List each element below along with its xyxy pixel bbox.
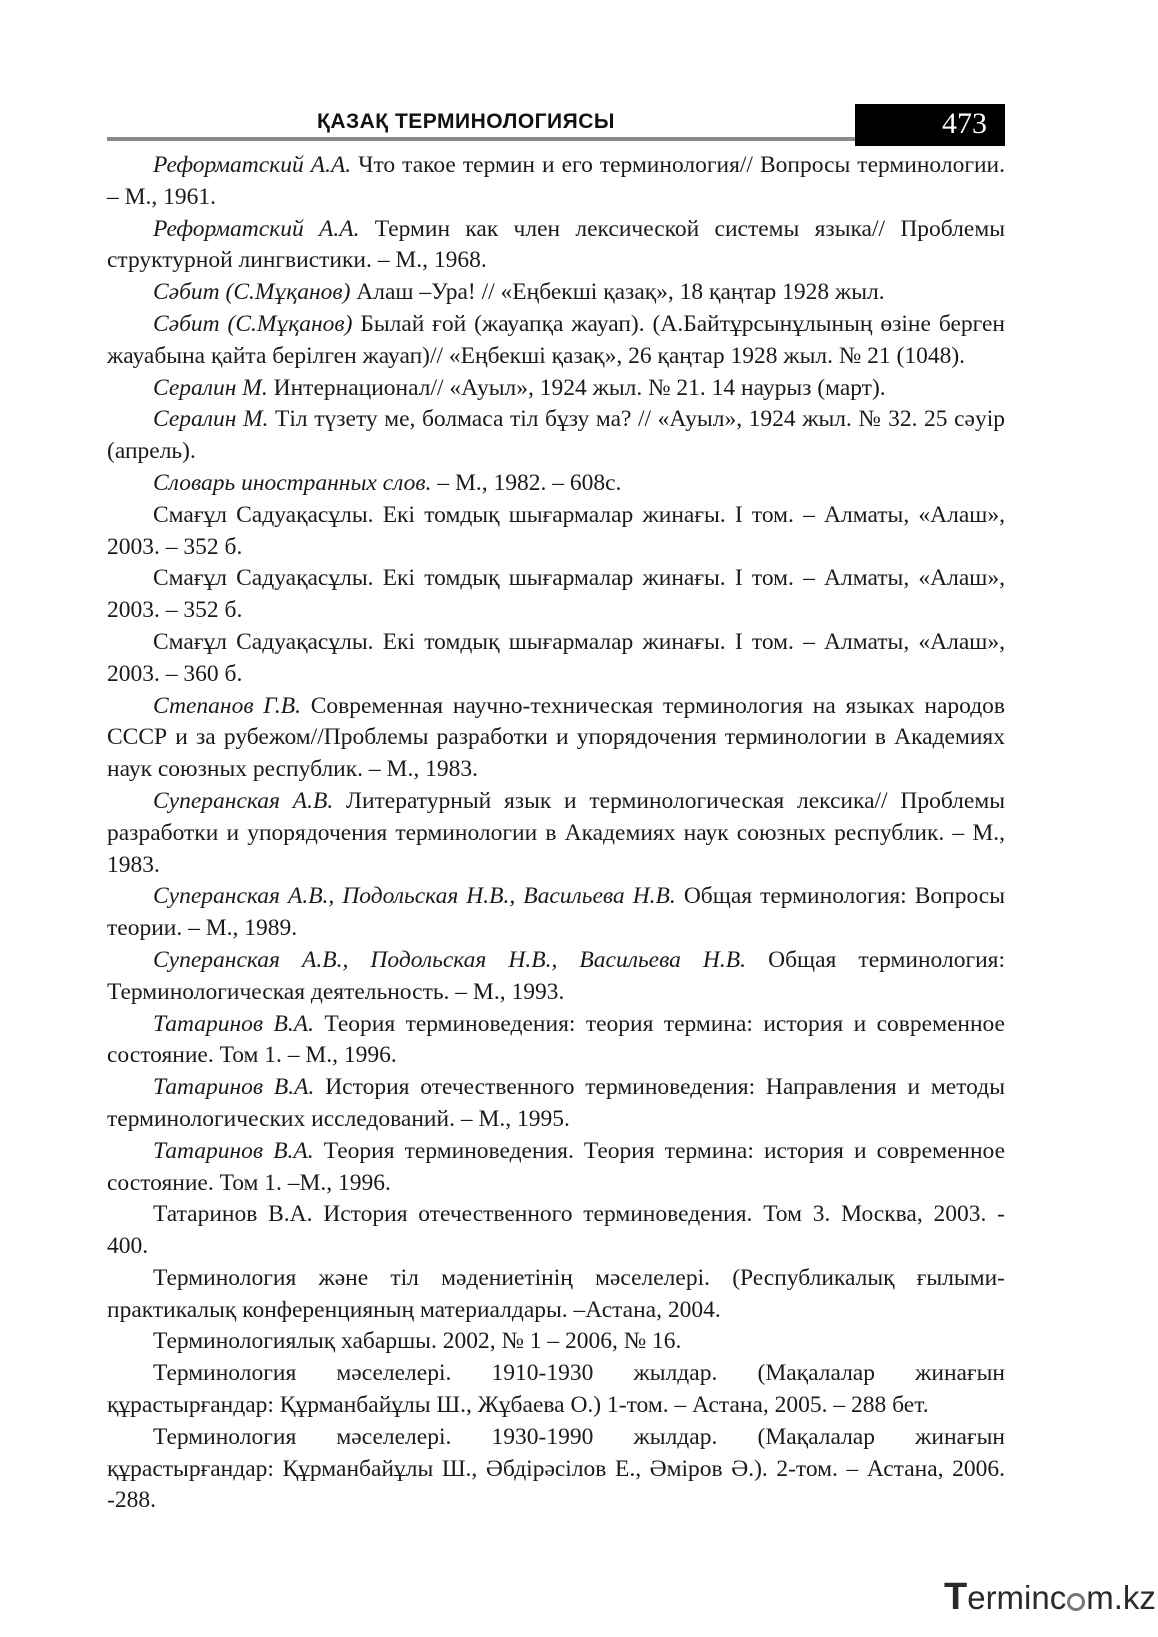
reference-entry <box>107 1072 1005 1136</box>
reference-author: Реформатский А.А. <box>153 152 352 178</box>
reference-text: Термин как член лексической системы языка// Проблемы структурной лингвистики. – М., 1968. <box>107 215 1005 274</box>
reference-entry <box>107 1136 1005 1200</box>
reference-entry <box>107 1422 1005 1517</box>
reference-author: Суперанская А.В., Подольская Н.В., Васильева Н.В. <box>153 946 747 973</box>
reference-entry <box>107 1199 1005 1263</box>
reference-author: Сералин М. <box>153 406 269 433</box>
reference-text: Современная научно-техническая терминология на языках народов СССР и за рубежом//Проблемы разработки и упорядочения терминологии в Академиях наук союзных республик. – М., 1983. <box>107 692 1006 783</box>
reference-entry <box>107 277 1005 309</box>
reference-text: Тіл түзету ме, болмаса тіл бұзу ма? // «Ауыл», 1924 жыл. № 32. 25 сәуір (апрель). <box>107 406 1006 465</box>
reference-author: Татаринов В.А. <box>153 1074 315 1101</box>
reference-author: Татаринов В.А. <box>153 1010 314 1037</box>
reference-entry <box>107 214 1005 278</box>
reference-author: Татаринов В.А. <box>153 1137 314 1164</box>
reference-entry <box>107 786 1005 881</box>
reference-entry <box>107 468 1005 500</box>
reference-entry <box>107 150 1005 214</box>
running-header <box>107 104 1005 146</box>
reference-entry <box>107 500 1005 564</box>
reference-text: Общая терминология: Терминологическая деятельность. – М., 1993. <box>107 946 1006 1005</box>
reference-text: Былай ғой (жауапқа жауап). (А.Байтұрсынұлының өзіне берген жауабына қайта берілген жауап)// «Еңбекші қазақ», 26 қаңтар 1928 жыл. № 21 (1048). <box>107 310 1005 369</box>
reference-text: Алаш –Ура! // «Еңбекші қазақ», 18 қаңтар 1928 жыл. <box>356 279 885 306</box>
reference-text: Общая терминология: Вопросы теории. – М., 1989. <box>107 883 1006 942</box>
page-number: 473 <box>942 107 987 140</box>
reference-text: Теория терминоведения: теория термина: история и современное состояние. Том 1. – М., 1996. <box>107 1010 1005 1069</box>
reference-entry <box>107 1009 1005 1073</box>
watermark-part-1: erminc <box>967 1579 1067 1616</box>
reference-entry <box>107 881 1005 945</box>
reference-entry <box>107 373 1005 405</box>
reference-text: Теория терминоведения. Теория термина: история и современное состояние. Том 1. –М., 1996. <box>107 1137 1006 1196</box>
header-rule <box>107 137 855 141</box>
reference-text: Смағұл Садуақасұлы. Екі томдық шығармалар жинағы. І том. – Алматы, «Алаш», 2003. – 360 б. <box>107 628 1005 687</box>
reference-author: Суперанская А.В. <box>153 787 334 814</box>
reference-text: Терминология мәселелері. 1910-1930 жылдар. (Мақалалар жинағын құрастырғандар: Құрманбайұлы Ш., Жұбаева О.) 1-том. – Астана, 2005. – 288 бет. <box>107 1360 1005 1419</box>
reference-author: Суперанская А.В., Подольская Н.В., Васильева Н.В. <box>153 883 676 910</box>
reference-text: История отечественного терминоведения: Направления и методы терминологических исследований. – М., 1995. <box>107 1074 1005 1132</box>
reference-entry <box>107 691 1005 786</box>
watermark-part-2: m.kz <box>1086 1579 1156 1616</box>
running-header-title: ҚАЗАҚ ТЕРМИНОЛОГИЯСЫ <box>317 110 615 133</box>
reference-entry <box>107 627 1005 691</box>
magnifier-o-icon <box>1067 1593 1085 1611</box>
reference-text: Татаринов В.А. История отечественного терминоведения. Том 3. Москва, 2003. - 400. <box>107 1201 1005 1260</box>
reference-entry <box>107 309 1005 373</box>
watermark-letter-t: T <box>944 1576 968 1618</box>
reference-text: Терминология мәселелері. 1930-1990 жылдар. (Мақалалар жинағын құрастырғандар: Құрманбайұлы Ш., Әбдірәсілов Е., Әміров Ә.). 2-том. – Астана, 2006. -288. <box>107 1423 1005 1514</box>
reference-text: Терминология және тіл мәдениетінің мәселелері. (Республикалық ғылыми-практикалық конференцияның материалдары. –Астана, 2004. <box>107 1264 1005 1323</box>
page-number-box <box>855 104 1005 146</box>
reference-author: Сәбит (С.Мұқанов) <box>153 279 351 306</box>
reference-text: Терминологиялық хабаршы. 2002, № 1 – 2006, № 16. <box>153 1328 682 1355</box>
reference-entry <box>107 1326 1005 1358</box>
reference-entry <box>107 404 1005 468</box>
termincom-watermark[interactable] <box>944 1576 1156 1619</box>
bibliography-list <box>107 150 1005 1517</box>
reference-text: Интернационал// «Ауыл», 1924 жыл. № 21. 14 наурыз (март). <box>273 374 886 401</box>
reference-author: Сералин М. <box>153 374 268 401</box>
reference-author: Степанов Г.В. <box>153 692 301 719</box>
reference-text: Литературный язык и терминологическая лексика// Проблемы разработки и упорядочения терминологии в Академиях наук союзных республик. – М., 1983. <box>107 787 1006 878</box>
reference-text: Что такое термин и его терминология// Вопросы терминологии. – М., 1961. <box>107 152 1005 210</box>
reference-entry <box>107 1263 1005 1327</box>
reference-text: Смағұл Садуақасұлы. Екі томдық шығармалар жинағы. І том. – Алматы, «Алаш», 2003. – 352 б. <box>107 501 1005 560</box>
reference-author: Реформатский А.А. <box>153 215 360 242</box>
reference-entry <box>107 563 1005 627</box>
reference-text: Смағұл Садуақасұлы. Екі томдық шығармалар жинағы. І том. – Алматы, «Алаш», 2003. – 352 б. <box>107 565 1005 624</box>
reference-author: Сәбит (С.Мұқанов) <box>153 310 353 337</box>
reference-text: – М., 1982. – 608с. <box>437 469 622 496</box>
reference-author: Словарь иностранных слов. <box>153 469 432 496</box>
reference-entry <box>107 945 1005 1009</box>
reference-entry <box>107 1358 1005 1422</box>
